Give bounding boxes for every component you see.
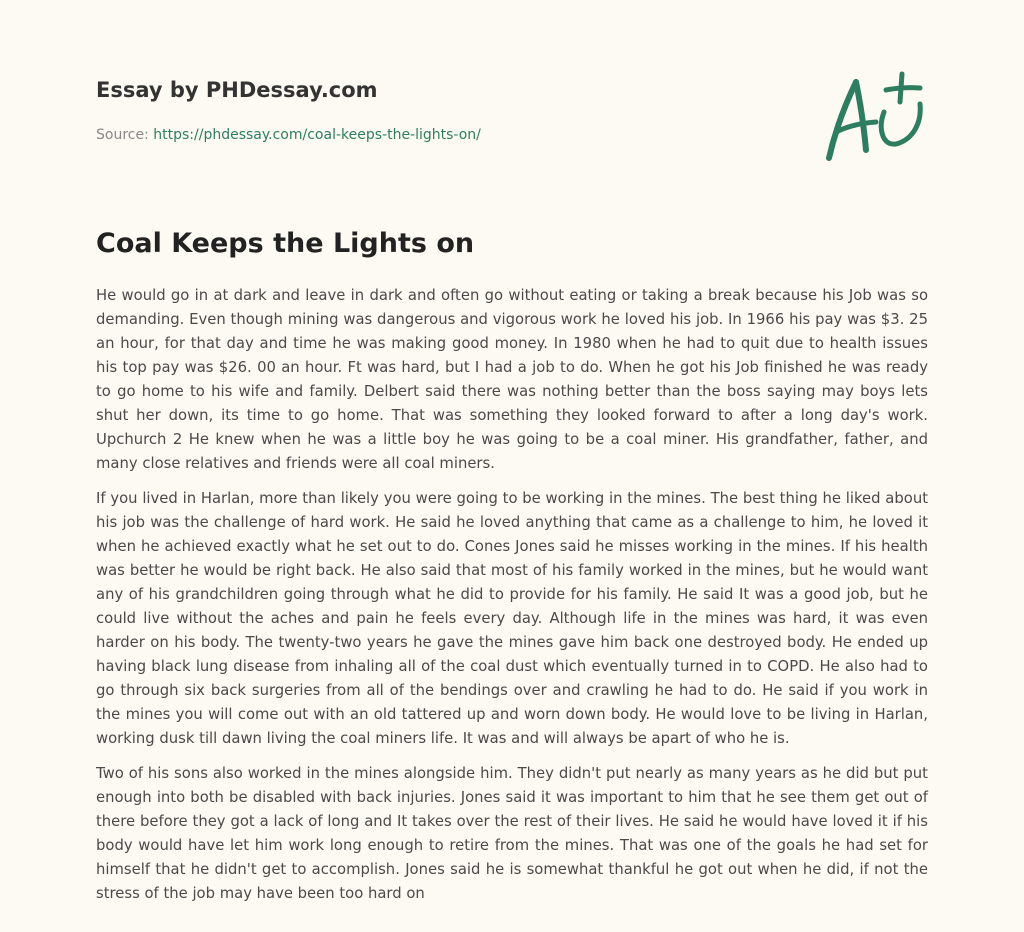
- a-plus-logo-icon: [820, 66, 930, 166]
- essay-body: [96, 284, 928, 917]
- essay-paragraph: If you lived in Harlan, more than likely you were going to be working in the mines. The best thing he liked about his job was the challenge of hard work. He said he loved anything that came as a challenge to him, he loved it when he achieved exactly what he set out to do. Cones Jones said he misses working in the mines. If his health was better he would be right back. He also said that most of his family worked in the mines, but he would want any of his grandchildren going through what he did to provide for his family. He said It was a good job, but he could live without the aches and pain he feels every day. Although life in the mines was hard, it was even harder on his body. The twenty-two years he gave the mines gave him back one destroyed body. He ended up having black lung disease from inhaling all of the coal dust which eventually turned in to COPD. He also had to go through six back surgeries from all of the bendings over and crawling he had to do. He said if you work in the mines you will come out with an old tattered up and worn down body. He would love to be living in Harlan, working dusk till dawn living the coal miners life. It was and will always be apart of who he is.: [96, 490, 928, 747]
- site-title: Essay by PHDessay.com: [96, 78, 378, 102]
- source-label: Source:: [96, 127, 154, 143]
- essay-paragraph: He would go in at dark and leave in dark and often go without eating or taking a break because his Job was so demanding. Even though mining was dangerous and vigorous work he loved his job. In 1966 his pay was $3. 25 an hour, for that day and time he was making good money. In 1980 when he had to quit due to health issues his top pay was $26. 00 an hour. Ft was hard, but I had a job to do. When he got his Job finished he was ready to go home to his wife and family. Delbert said there was nothing better than the boss saying may boys lets shut her down, its time to go home. That was something they looked forward to after a long day's work. Upchurch 2 He knew when he was a little boy he was going to be a coal miner. His grandfather, father, and many close relatives and friends were all coal miners.: [96, 287, 928, 472]
- source-link[interactable]: https://phdessay.com/coal-keeps-the-lights-on/: [153, 127, 481, 143]
- source-line: [96, 126, 928, 144]
- essay-title: Coal Keeps the Lights on: [96, 228, 475, 259]
- page-header: [96, 77, 928, 144]
- essay-paragraph: Two of his sons also worked in the mines alongside him. They didn't put nearly as many years as he did but put enough into both be disabled with back injuries. Jones said it was important to him that he see them get out of there before they got a lack of long and It takes over the rest of their lives. He said he would have loved it if his body would have let him work long enough to retire from the mines. That was one of the goals he had set for himself that he didn't get to accomplish. Jones said he is somewhat thankful he got out when he did, if not the stress of the job may have been too hard on: [96, 765, 928, 902]
